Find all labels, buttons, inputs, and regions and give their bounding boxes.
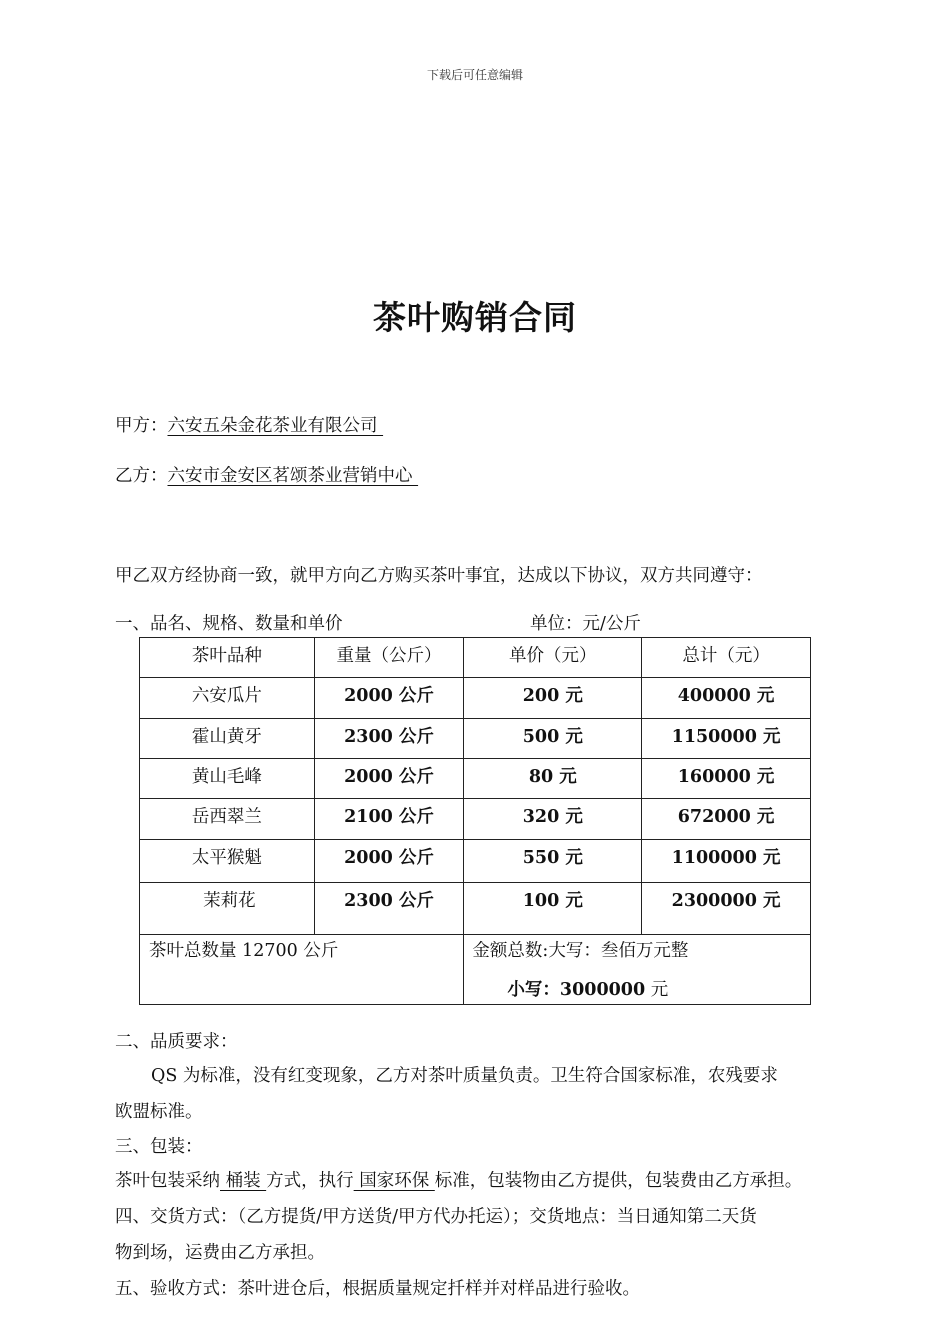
- section1-unit: 单位：元/公斤: [530, 614, 641, 634]
- table-row: [140, 799, 811, 840]
- section2-body-line2: 欧盟标准。: [115, 1102, 203, 1122]
- section4-line2: 物到场，运费由乙方承担。: [115, 1243, 325, 1263]
- section4-line1: 四、交货方式：（乙方提货/甲方送货/甲方代办托运）；交货地点：当日通知第二天货: [115, 1207, 757, 1227]
- tea-total: 1100000 元: [671, 848, 781, 868]
- table-row: [140, 678, 811, 719]
- header-note: 下载后可任意编辑: [426, 68, 523, 82]
- tea-weight: 2000 公斤: [344, 686, 434, 706]
- total-quantity: 茶叶总数量 12700 公斤: [149, 941, 339, 961]
- packaging-method: 桶装: [220, 1171, 267, 1191]
- party-a-name: 六安五朵金花茶业有限公司: [167, 416, 378, 436]
- tea-unit-price: 80 元: [528, 767, 577, 787]
- table-row: [140, 759, 811, 799]
- tea-unit-price: 320 元: [522, 807, 583, 827]
- party-b-name: 六安市金安区茗颂茶业营销中心: [167, 466, 413, 486]
- section3-body: 茶叶包装采纳 桶装 方式，执行 国家环保 标准，包装物由乙方提供，包装费由乙方承担。: [115, 1171, 803, 1191]
- tea-weight: 2100 公斤: [344, 807, 434, 827]
- tea-variety: 太平猴魁: [191, 848, 262, 868]
- column-header: 单价（元）: [509, 646, 597, 666]
- column-header: 重量（公斤）: [336, 646, 442, 666]
- party-b-label: 乙方：: [115, 466, 168, 486]
- tea-weight: 2000 公斤: [344, 848, 434, 868]
- tea-total: 2300000 元: [671, 891, 781, 911]
- tea-total: 1150000 元: [671, 727, 781, 747]
- section5-line1: 五、验收方式：茶叶进仓后，根据质量规定扦样并对样品进行验收。: [115, 1279, 640, 1299]
- tea-variety: 茉莉花: [203, 891, 256, 911]
- packaging-standard: 国家环保: [353, 1171, 435, 1191]
- table-row: [140, 840, 811, 883]
- section2-heading: 二、品质要求：: [115, 1032, 238, 1052]
- tea-weight: 2300 公斤: [344, 727, 434, 747]
- tea-unit-price: 100 元: [522, 891, 583, 911]
- total-amount-lower: [464, 976, 810, 1001]
- document-title: 茶叶购销合同: [373, 298, 577, 337]
- section2-body-line1: QS 为标准，没有红变现象，乙方对茶叶质量负责。卫生符合国家标准，农残要求: [151, 1066, 778, 1086]
- total-amount-lower-value: 小写：3000000: [507, 980, 646, 1000]
- column-header: 茶叶品种: [191, 646, 262, 666]
- total-amount-lower-unit: 元: [650, 980, 669, 1000]
- tea-variety: 岳西翠兰: [191, 807, 262, 827]
- table-header-row: [140, 638, 811, 678]
- tea-total: 160000 元: [677, 767, 775, 787]
- section1-heading: 一、品名、规格、数量和单价: [115, 614, 343, 634]
- items-table: [139, 637, 811, 1005]
- tea-weight: 2300 公斤: [344, 891, 434, 911]
- tea-total: 400000 元: [677, 686, 775, 706]
- tea-variety: 黄山毛峰: [191, 767, 262, 787]
- tea-weight: 2000 公斤: [344, 767, 434, 787]
- tea-variety: 六安瓜片: [191, 686, 262, 706]
- tea-variety: 霍山黄牙: [191, 727, 262, 747]
- table-total-row: [140, 935, 811, 1005]
- tea-unit-price: 550 元: [522, 848, 583, 868]
- table-row: [140, 883, 811, 935]
- tea-unit-price: 200 元: [522, 686, 583, 706]
- section3-heading: 三、包装：: [115, 1137, 203, 1157]
- table-row: [140, 719, 811, 759]
- party-a-label: 甲方：: [115, 416, 168, 436]
- tea-unit-price: 500 元: [522, 727, 583, 747]
- party-a: [115, 416, 383, 437]
- tea-total: 672000 元: [677, 807, 775, 827]
- party-b: [115, 466, 418, 487]
- total-amount-upper: 金额总数:大写：叁佰万元整: [472, 941, 689, 961]
- column-header: 总计（元）: [682, 646, 770, 666]
- intro-paragraph: 甲乙双方经协商一致，就甲方向乙方购买茶叶事宜，达成以下协议，双方共同遵守：: [115, 566, 763, 586]
